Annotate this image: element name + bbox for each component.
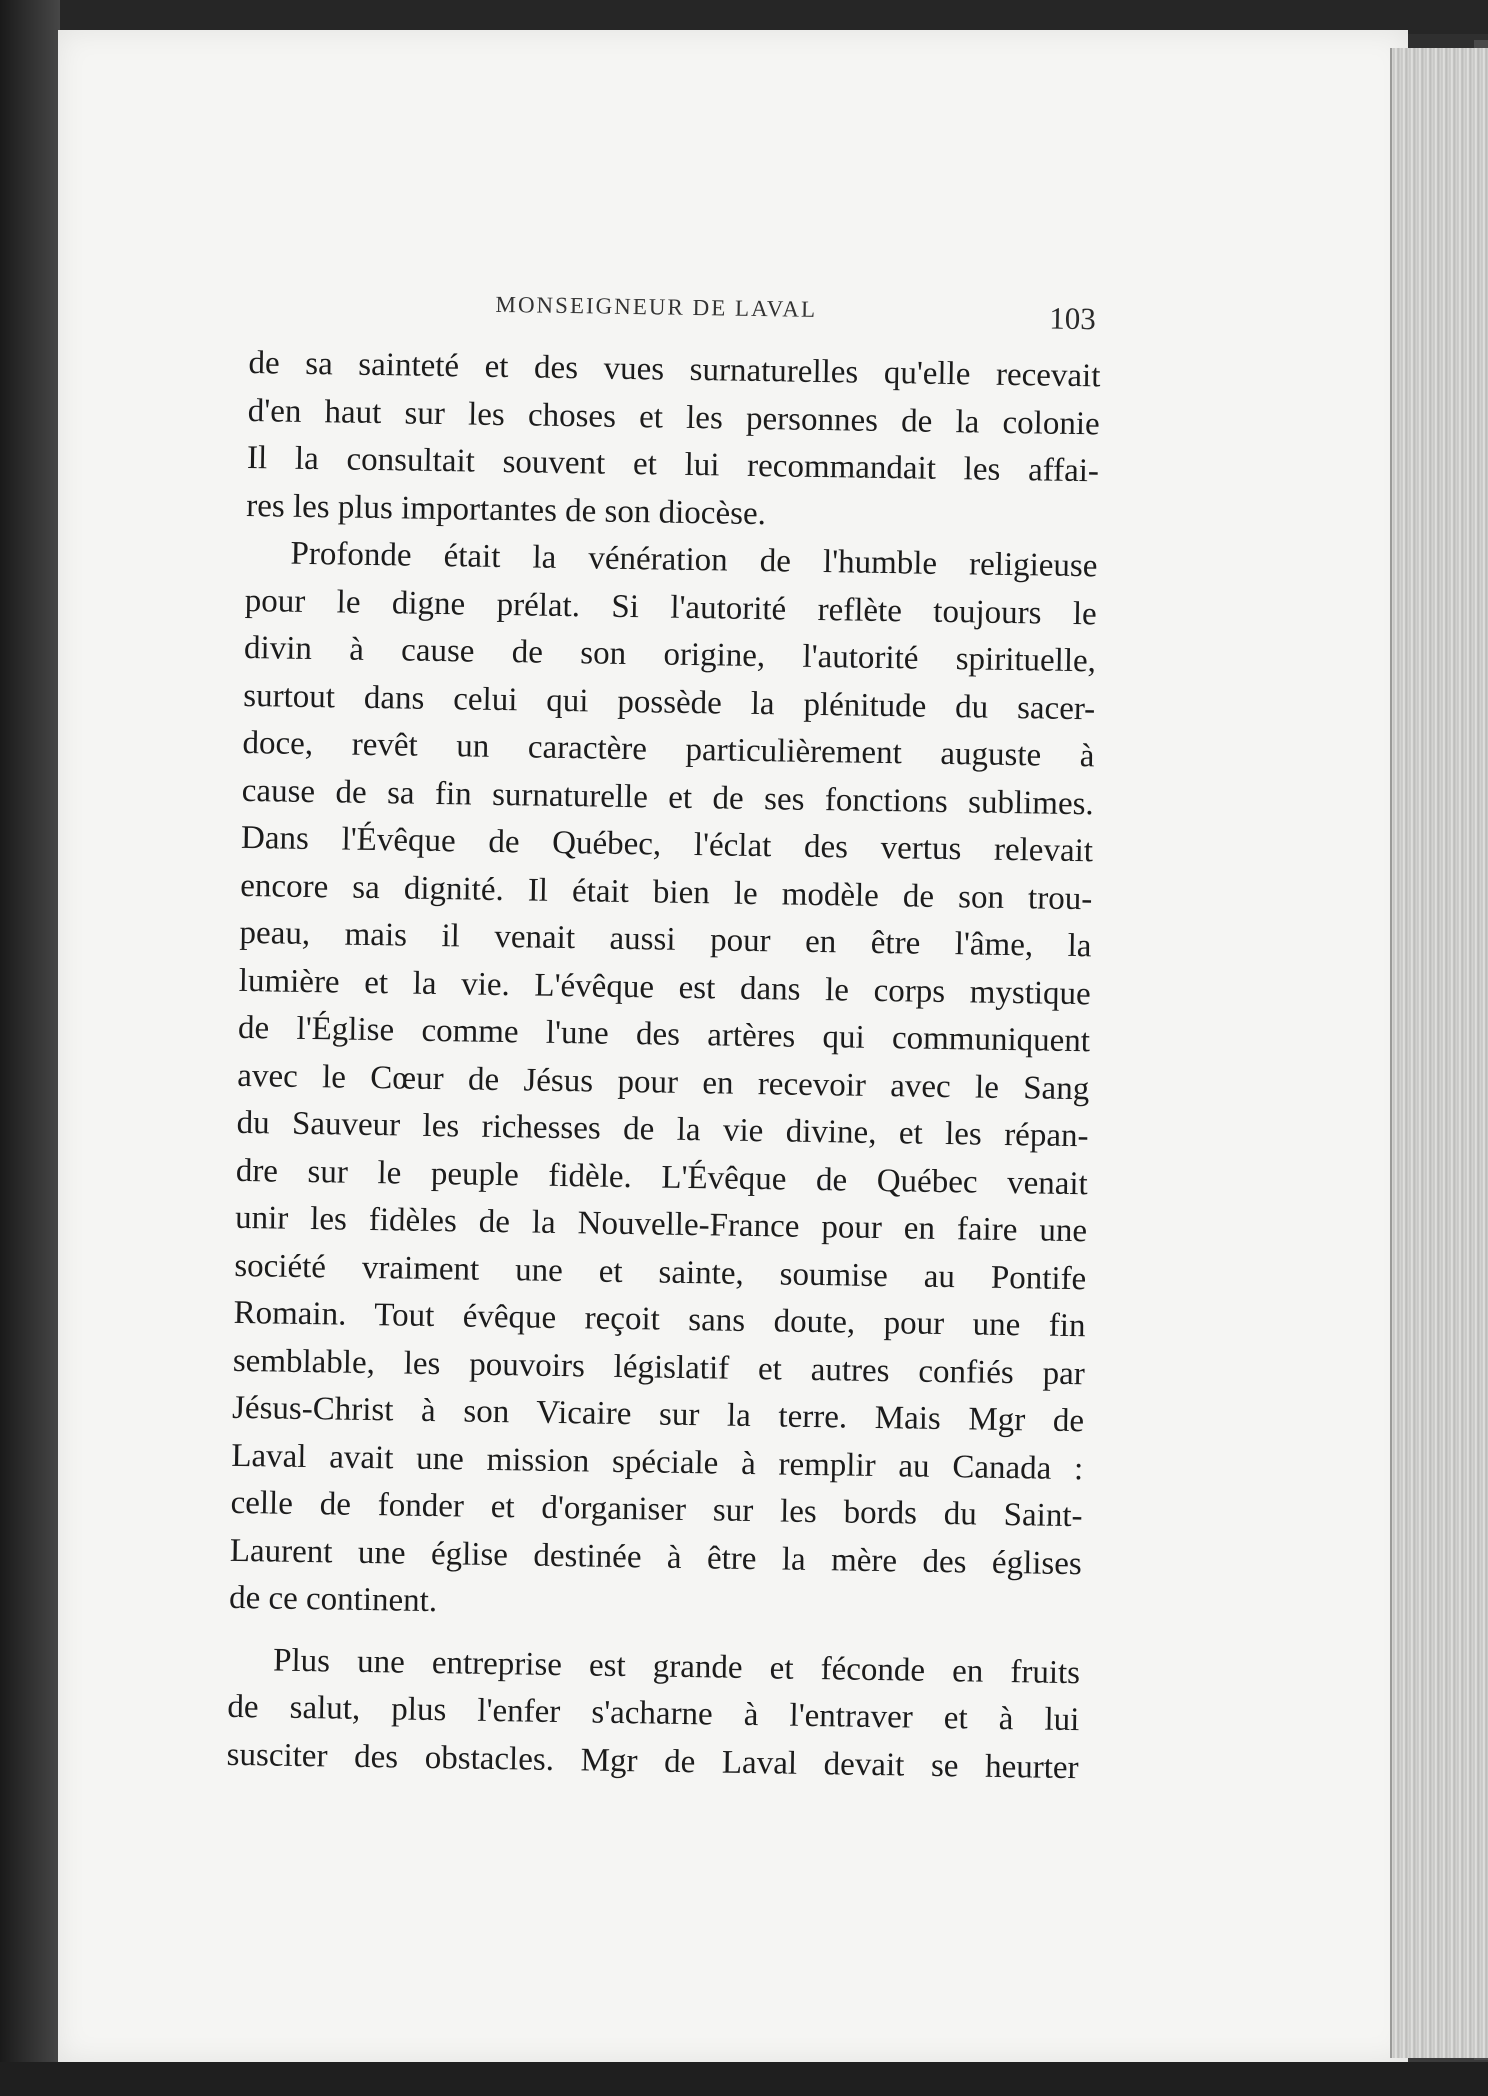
scan-top-border <box>0 0 1488 34</box>
text-line: de salut, plus l'enfer s'acharne à l'entraver et à lui <box>227 1688 1080 1739</box>
text-line: avec le Cœur de Jésus pour en recevoir avec le Sang <box>237 1057 1090 1107</box>
text-line: de l'Église comme l'une des artères qui communiquent <box>237 1009 1091 1060</box>
running-head <box>249 270 1102 353</box>
text-line: du Sauveur les richesses de la vie divine, et les répan- <box>236 1104 1089 1155</box>
scan-left-border <box>0 0 60 2096</box>
text-line: unir les fidèles de la Nouvelle-France pour en faire une <box>234 1199 1088 1250</box>
running-title: MONSEIGNEUR DE LAVAL <box>495 291 818 322</box>
text-line: de ce continent. <box>228 1579 438 1620</box>
text-line: Romain. Tout évêque reçoit sans doute, pour une fin <box>233 1294 1086 1345</box>
text-line: Laval avait une mission spéciale à remplir au Canada : <box>231 1437 1084 1487</box>
paragraph <box>226 1636 1080 1792</box>
text-line: Dans l'Évêque de Québec, l'éclat des vertus relevait <box>240 819 1094 870</box>
paragraph <box>246 340 1101 543</box>
text-line: de sa sainteté et des vues surnaturelles qu'elle recevait <box>248 344 1101 395</box>
text-line: Profonde était la vénération de l'humble religieuse <box>290 535 1098 585</box>
text-line: lumière et la vie. L'évêque est dans le corps mystique <box>238 962 1092 1012</box>
page-stack-edges <box>1390 48 1488 2058</box>
paragraph <box>229 530 1098 1636</box>
text-line: susciter des obstacles. Mgr de Laval devait se heurter <box>226 1736 1079 1786</box>
text-line: celle de fonder et d'organiser sur les bords du Saint- <box>230 1484 1083 1535</box>
text-line: divin à cause de son origine, l'autorité spirituelle, <box>243 629 1097 680</box>
text-line: d'en haut sur les choses et les personnes de la colonie <box>247 392 1100 442</box>
text-line: encore sa dignité. Il était bien le modèle de son trou- <box>240 867 1093 917</box>
text-line: Jésus-Christ à son Vicaire sur la terre. Mais Mgr de <box>231 1389 1085 1440</box>
text-line: Il la consultait souvent et lui recommandait les affai- <box>246 439 1100 490</box>
text-line: pour le digne prélat. Si l'autorité reflète toujours le <box>244 582 1097 632</box>
body-text <box>226 340 1100 1792</box>
text-line: surtout dans celui qui possède la plénitude du sacer- <box>243 677 1096 727</box>
scan-bottom-border <box>0 2062 1488 2096</box>
page-number: 103 <box>1049 300 1097 337</box>
text-line: Laurent une église destinée à être la mère des églises <box>229 1532 1083 1582</box>
text-line: dre sur le peuple fidèle. L'Évêque de Québec venait <box>235 1152 1089 1202</box>
text-line: peau, mais il venait aussi pour en être l'âme, la <box>239 914 1092 965</box>
text-line: semblable, les pouvoirs législatif et autres confiés par <box>232 1342 1086 1392</box>
text-line: société vraiment une et sainte, soumise au Pontife <box>234 1247 1087 1297</box>
text-line: cause de sa fin surnaturelle et de ses fonctions sublimes. <box>241 772 1095 822</box>
text-line: res les plus importantes de son diocèse. <box>246 487 767 532</box>
text-block <box>226 270 1102 1792</box>
text-line: Plus une entreprise est grande et féconde en fruits <box>272 1642 1081 1691</box>
text-line: doce, revêt un caractère particulièrement auguste à <box>242 724 1095 775</box>
